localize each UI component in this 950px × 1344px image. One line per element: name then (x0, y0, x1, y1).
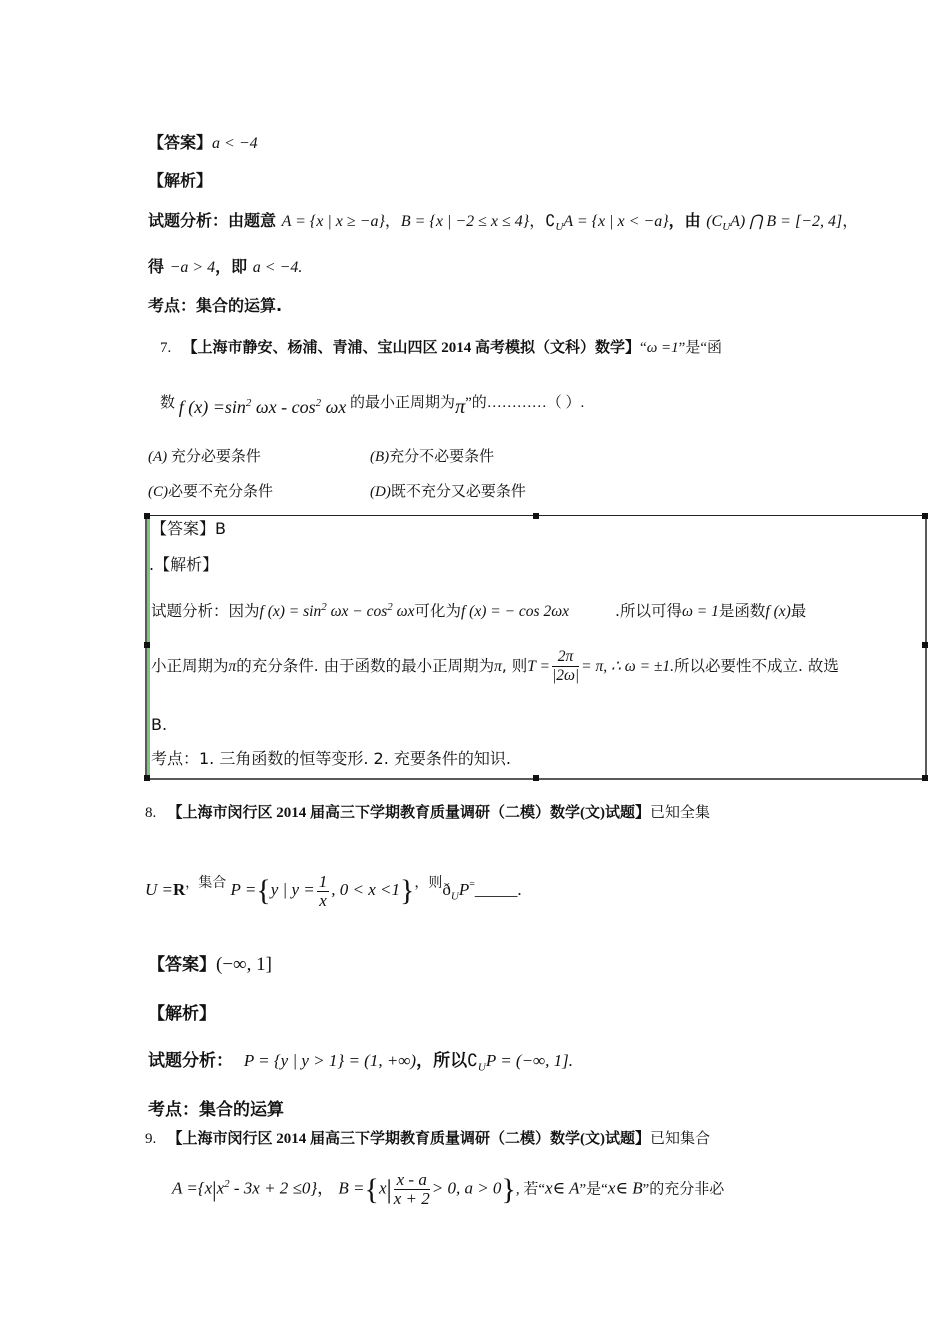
resize-handle-tr[interactable] (922, 513, 928, 519)
option-d-label: (D) (370, 484, 391, 500)
line2-c: ，即 (215, 257, 253, 276)
q6-kaodian: 考点：集合的运算. (148, 296, 283, 315)
box-kaodian: 考点：1. 三角函数的恒等变形. 2. 充要条件的知识. (151, 749, 511, 768)
set-a3: - 3x + 2 ≤0} (229, 1178, 318, 1198)
q7-number: 7. (160, 340, 172, 356)
l1-b: 可化为 (414, 602, 461, 621)
resize-handle-right[interactable] (922, 642, 928, 648)
omega-eq: ω =1 (646, 340, 679, 356)
box-answer: 【答案】B (151, 519, 226, 538)
q8-source: 【上海市闵行区 2014 届高三下学期教育质量调研（二模）数学(文)试题】 (167, 805, 650, 821)
l2-b: 的充分条件. 由于函数的最小正周期为 (236, 657, 495, 675)
q8-kaodian: 考点：集合的运算 (148, 1100, 284, 1120)
complement-set: A = {x | x < −a} (563, 213, 669, 230)
one-over-x (317, 873, 330, 910)
set-a2: x (216, 1178, 225, 1198)
fraction-num: 2π (552, 648, 579, 667)
comp-sub: U (450, 890, 459, 903)
q6-answer (148, 132, 258, 155)
set-word: 集合 (198, 876, 227, 891)
shu: 数 (160, 395, 176, 411)
q8-analysis-math: P = {y | y > 1} = (1, +∞) (243, 1051, 417, 1070)
set-a: A = {x | x ≥ −a} (281, 213, 385, 230)
comp-symbol: ð (442, 880, 451, 899)
q8-analysis-sub: U (477, 1061, 486, 1074)
q6-analysis-line2 (148, 256, 302, 279)
q6-analysis-tag: 【解析】 (148, 171, 213, 190)
l2-c: , 则 (501, 657, 528, 675)
l1-c: f (x) = − cos 2ωx (461, 603, 570, 621)
l1-g: ωx − cos (326, 603, 388, 621)
option-c-text: 必要不充分条件 (168, 484, 274, 500)
intersection-b: A) ⋂ B = [−2, 4] (730, 213, 843, 230)
func-end: ωx (321, 397, 347, 417)
q7-stem-line2 (160, 392, 584, 420)
p-end: P (458, 880, 470, 899)
l1-i: 是函数 (718, 602, 766, 621)
q8-stem-end: 已知全集 (650, 805, 711, 821)
q8-answer-tag: 【答案】 (148, 955, 216, 975)
b-brace-close: } (501, 1172, 516, 1206)
box-analysis-tag: .【解析】 (149, 555, 219, 574)
q6-analysis-line1: 试题分析：由题意 A = {x | x ≥ −a}，B = {x | −2 ≤ x ≤ 4}，$∁_UA = \{x$ | x < −a}，由 $(C_UA)$ ⋂ B = [−2, 4]， (148, 211, 859, 234)
l2-pi: π (228, 658, 237, 675)
q7-stem-line1 (160, 337, 722, 359)
q9-stem-end: 已知集合 (650, 1131, 711, 1147)
q7-option-b (370, 446, 494, 468)
line2-b: −a > 4 (169, 259, 216, 276)
resize-handle-left[interactable] (144, 642, 150, 648)
b-fraction (394, 1171, 430, 1208)
resize-handle-br[interactable] (922, 775, 928, 781)
func-sq: 2 (245, 397, 252, 409)
q9-tail3: ”的充分非必 (642, 1181, 725, 1198)
q7-answer-image-box[interactable] (145, 515, 927, 780)
q8-analysis-end: P = (−∞, 1]. (485, 1051, 574, 1070)
answer-value: a < −4 (212, 135, 258, 152)
analysis-lead: 试题分析：由题意 (148, 211, 282, 230)
fraction-den: |2ω| (551, 667, 580, 684)
set-a-sq: 2 (224, 1178, 230, 1190)
q8-analysis-tag: 【解析】 (148, 1004, 216, 1024)
l1-a: 试题分析：因为 (151, 602, 260, 621)
q8-analysis (148, 1050, 573, 1078)
period-text: 的最小正周期为 (350, 395, 456, 411)
q9-source: 【上海市闵行区 2014 届高三下学期教育质量调研（二模）数学(文)试题】 (167, 1131, 650, 1147)
l1-d: .所以可得 (615, 602, 682, 621)
set-b1: B = (338, 1178, 365, 1198)
p-set-a: y | y = (270, 880, 315, 899)
real-r: R (173, 880, 186, 899)
l1-j: f (x) (765, 603, 791, 621)
q8-answer-value: (−∞, 1] (216, 954, 272, 975)
line2-a: 得 (148, 257, 170, 276)
set-b: B = {x | −2 ≤ x ≤ 4} (400, 213, 530, 230)
resize-handle-tl[interactable] (144, 513, 150, 519)
q8-answer (148, 954, 272, 976)
box-line3: B. (151, 715, 168, 734)
l1-k: 最 (790, 602, 807, 621)
option-c-label: (C) (148, 484, 168, 500)
comma: ， (185, 875, 199, 890)
answer-tag: 【答案】 (148, 133, 213, 152)
intersection-a: (C (706, 213, 723, 230)
line2-d: a < −4. (252, 259, 303, 276)
b-bar: | (386, 1174, 392, 1204)
pi: π (455, 396, 466, 418)
q7-option-d (370, 481, 526, 503)
b-num: x - a (394, 1171, 430, 1190)
quote-open: “ (640, 340, 647, 356)
q8-analysis-lead: 试题分析： (148, 1051, 233, 1071)
func-sq2: 2 (315, 397, 322, 409)
box-line2 (151, 646, 839, 687)
eq-small: = (469, 879, 475, 890)
period-fraction (552, 648, 579, 685)
l1-e: ω = 1 (681, 603, 719, 621)
func-mid: ωx - cos (251, 397, 316, 417)
q9-sets (172, 1160, 724, 1214)
q8-stem (145, 802, 710, 824)
option-b-text: 充分不必要条件 (389, 449, 495, 465)
option-a-label: (A) (148, 449, 168, 465)
q9-tail2: ”是“ (579, 1181, 608, 1198)
complement-sub: U (555, 221, 564, 234)
q9-stem (145, 1128, 710, 1150)
by-text: ，由 (668, 211, 707, 230)
l1-h: ωx (392, 603, 415, 621)
complement-symbol: ∁ (545, 213, 556, 230)
brace-close: } (400, 874, 415, 908)
option-a-text: 充分必要条件 (167, 449, 261, 465)
set-b-x: x (378, 1178, 387, 1198)
intersection-sub: U (722, 221, 731, 234)
option-d-text: 既不充分又必要条件 (390, 484, 526, 500)
l1-f: f (x) = sin (259, 603, 322, 621)
then: ，则 (414, 876, 443, 891)
l2-a: 小正周期为 (151, 657, 229, 675)
b-brace-open: { (364, 1172, 379, 1206)
resize-handle-bl[interactable] (144, 775, 150, 781)
u-eq: U = (145, 880, 173, 899)
blank: _____. (474, 880, 522, 899)
q8-analysis-comp: ∁ (467, 1051, 478, 1070)
x-in-a: x∈ A (545, 1178, 580, 1198)
b-den: x + 2 (393, 1189, 430, 1209)
q7-source: 【上海市静安、杨浦、青浦、宝山四区 2014 高考模拟（文科）数学】 (182, 340, 641, 356)
set-b2: > 0, a > 0 (431, 1178, 502, 1198)
q8-analysis-mid: ，所以 (416, 1051, 468, 1071)
func-a: f (x) =sin (178, 397, 246, 417)
p-set-b: , 0 < x <1 (331, 880, 401, 899)
set-a1: A ={x (172, 1178, 213, 1198)
q7-option-c (148, 481, 273, 503)
q9-number: 9. (145, 1131, 157, 1147)
q8-sets (145, 868, 522, 918)
q9-comma: ， (317, 1178, 335, 1198)
l2-d: = π, ∴ ω = ±1. (581, 658, 675, 675)
is-quote: ”是“函 (678, 340, 722, 356)
l1-func (260, 603, 415, 620)
q9-tail1: , 若“ (515, 1181, 546, 1198)
l1-sq: 2 (321, 601, 327, 613)
frac-den: x (319, 890, 327, 910)
box-line1 (151, 596, 806, 623)
l2-e: 所以必要性不成立. 故选 (674, 657, 839, 675)
l1-sq2: 2 (387, 601, 393, 613)
l2-t: T = (527, 658, 550, 675)
abs-bar: | (212, 1176, 217, 1202)
frac-num: 1 (318, 871, 328, 891)
function-def (179, 397, 347, 417)
x-in-b: x∈ B (607, 1178, 643, 1198)
l2-pi2: π (494, 658, 502, 675)
q7-tail: ”的…………（ ）. (465, 395, 585, 411)
resize-handle-bottom[interactable] (533, 775, 539, 781)
resize-handle-top[interactable] (533, 513, 539, 519)
option-b-label: (B) (370, 449, 390, 465)
q8-number: 8. (145, 805, 157, 821)
q7-option-a (148, 446, 261, 468)
brace-open: { (256, 874, 271, 908)
p-eq: P = (230, 880, 257, 899)
